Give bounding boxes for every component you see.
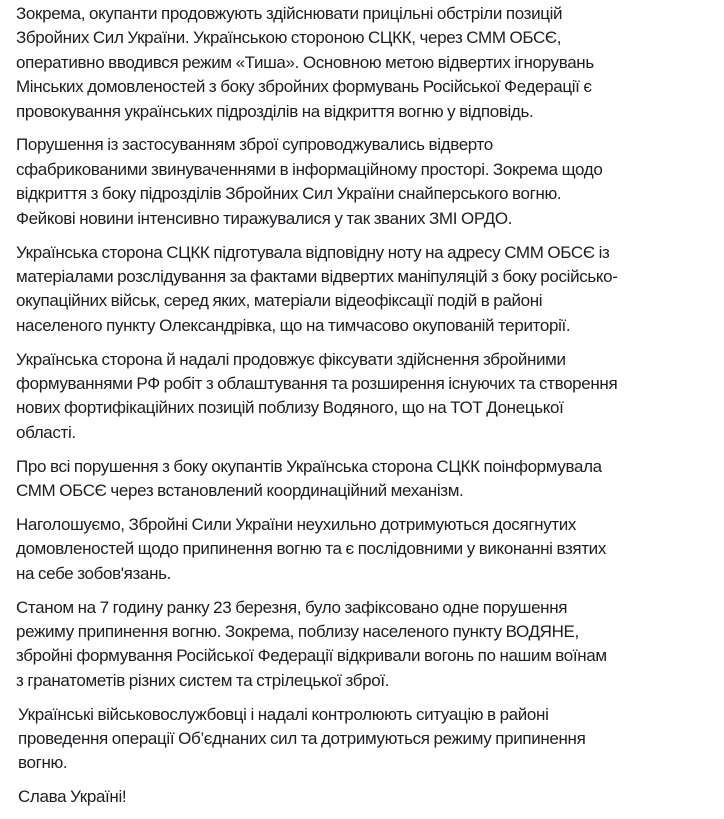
text-line: провокування українських підрозділів на відкриття вогню у відповідь.	[16, 101, 534, 121]
paragraph-situation-control	[16, 703, 716, 776]
paragraph-violation-report	[16, 596, 716, 694]
text-line: матеріалами розслідування за фактами відвертих маніпуляцій з боку російсько-	[16, 266, 618, 286]
text-line: Порушення із застосуванням зброї супроводжувались відверто	[16, 135, 493, 155]
text-line: окупаційних військ, серед яких, матеріали відеофіксації подій в районі	[16, 291, 543, 311]
text-line: режиму припинення вогню. Зокрема, поблизу населеного пункту ВОДЯНЕ,	[16, 621, 579, 641]
paragraph-note-to-osce	[16, 241, 716, 339]
paragraph-shelling	[16, 2, 716, 124]
text-line: області.	[16, 422, 76, 442]
text-line: на себе зобов'язань.	[16, 563, 172, 583]
text-line: домовленостей щодо припинення вогню та є послідовними у виконанні взятих	[16, 539, 606, 559]
paragraph-fortifications	[16, 348, 716, 446]
text-line: відкриття з боку підрозділів Збройних Сил України снайперського вогню.	[16, 184, 562, 204]
article-body	[16, 2, 716, 819]
text-line: Українська сторона СЦКК підготувала відповідну ноту на адресу СММ ОБСЄ із	[16, 242, 610, 262]
text-line: Українська сторона й надалі продовжує фіксувати здійснення збройними	[16, 349, 566, 369]
text-line: Слава Україні!	[18, 787, 127, 807]
text-line: Про всі порушення з боку окупантів Українська сторона СЦКК поінформувала	[16, 456, 602, 476]
text-line: Українські військовослужбовці і надалі контролюють ситуацію в районі	[18, 704, 549, 724]
text-line: вогню.	[18, 753, 68, 773]
text-line: Фейкові новини інтенсивно тиражувалися у так званих ЗМІ ОРДО.	[16, 208, 513, 228]
text-line: сфабрикованими звинуваченнями в інформаційному просторі. Зокрема щодо	[16, 159, 603, 179]
text-line: збройні формування Російської Федерації відкривали вогонь по нашим воїнам	[16, 646, 607, 666]
paragraph-informed-osce	[16, 455, 716, 504]
text-line: оперативно вводився режим «Тиша». Основною метою відвертих ігнорувань	[16, 52, 594, 72]
text-line: проведення операції Об’єднаних сил та дотримуються режиму припинення	[18, 729, 586, 749]
text-line: населеного пункту Олександрівка, що на тимчасово окупованій території.	[16, 315, 571, 335]
text-line: Збройних Сил України. Українською стороною СЦКК, через СММ ОБСЄ,	[16, 28, 562, 48]
text-line: з гранатометів різних систем та стрілецької зброї.	[16, 670, 390, 690]
paragraph-commitments	[16, 513, 716, 586]
paragraph-closing-salute	[16, 785, 716, 809]
text-line: формуваннями РФ робіт з облаштування та розширення існуючих та створення	[16, 373, 618, 393]
text-line: Станом на 7 годину ранку 23 березня, було зафіксовано одне порушення	[16, 597, 568, 617]
paragraph-fake-accusations	[16, 133, 716, 231]
text-line: Наголошуємо, Збройні Сили України неухильно дотримуються досягнутих	[16, 514, 577, 534]
text-line: Мінських домовленостей з боку збройних формувань Російської Федерації є	[16, 77, 592, 97]
text-line: нових фортифікаційних позицій поблизу Водяного, що на ТОТ Донецької	[16, 398, 564, 418]
text-line: СММ ОБСЄ через встановлений координаційний механізм.	[16, 481, 464, 501]
text-line: Зокрема, окупанти продовжують здійснювати прицільні обстріли позицій	[16, 4, 563, 23]
